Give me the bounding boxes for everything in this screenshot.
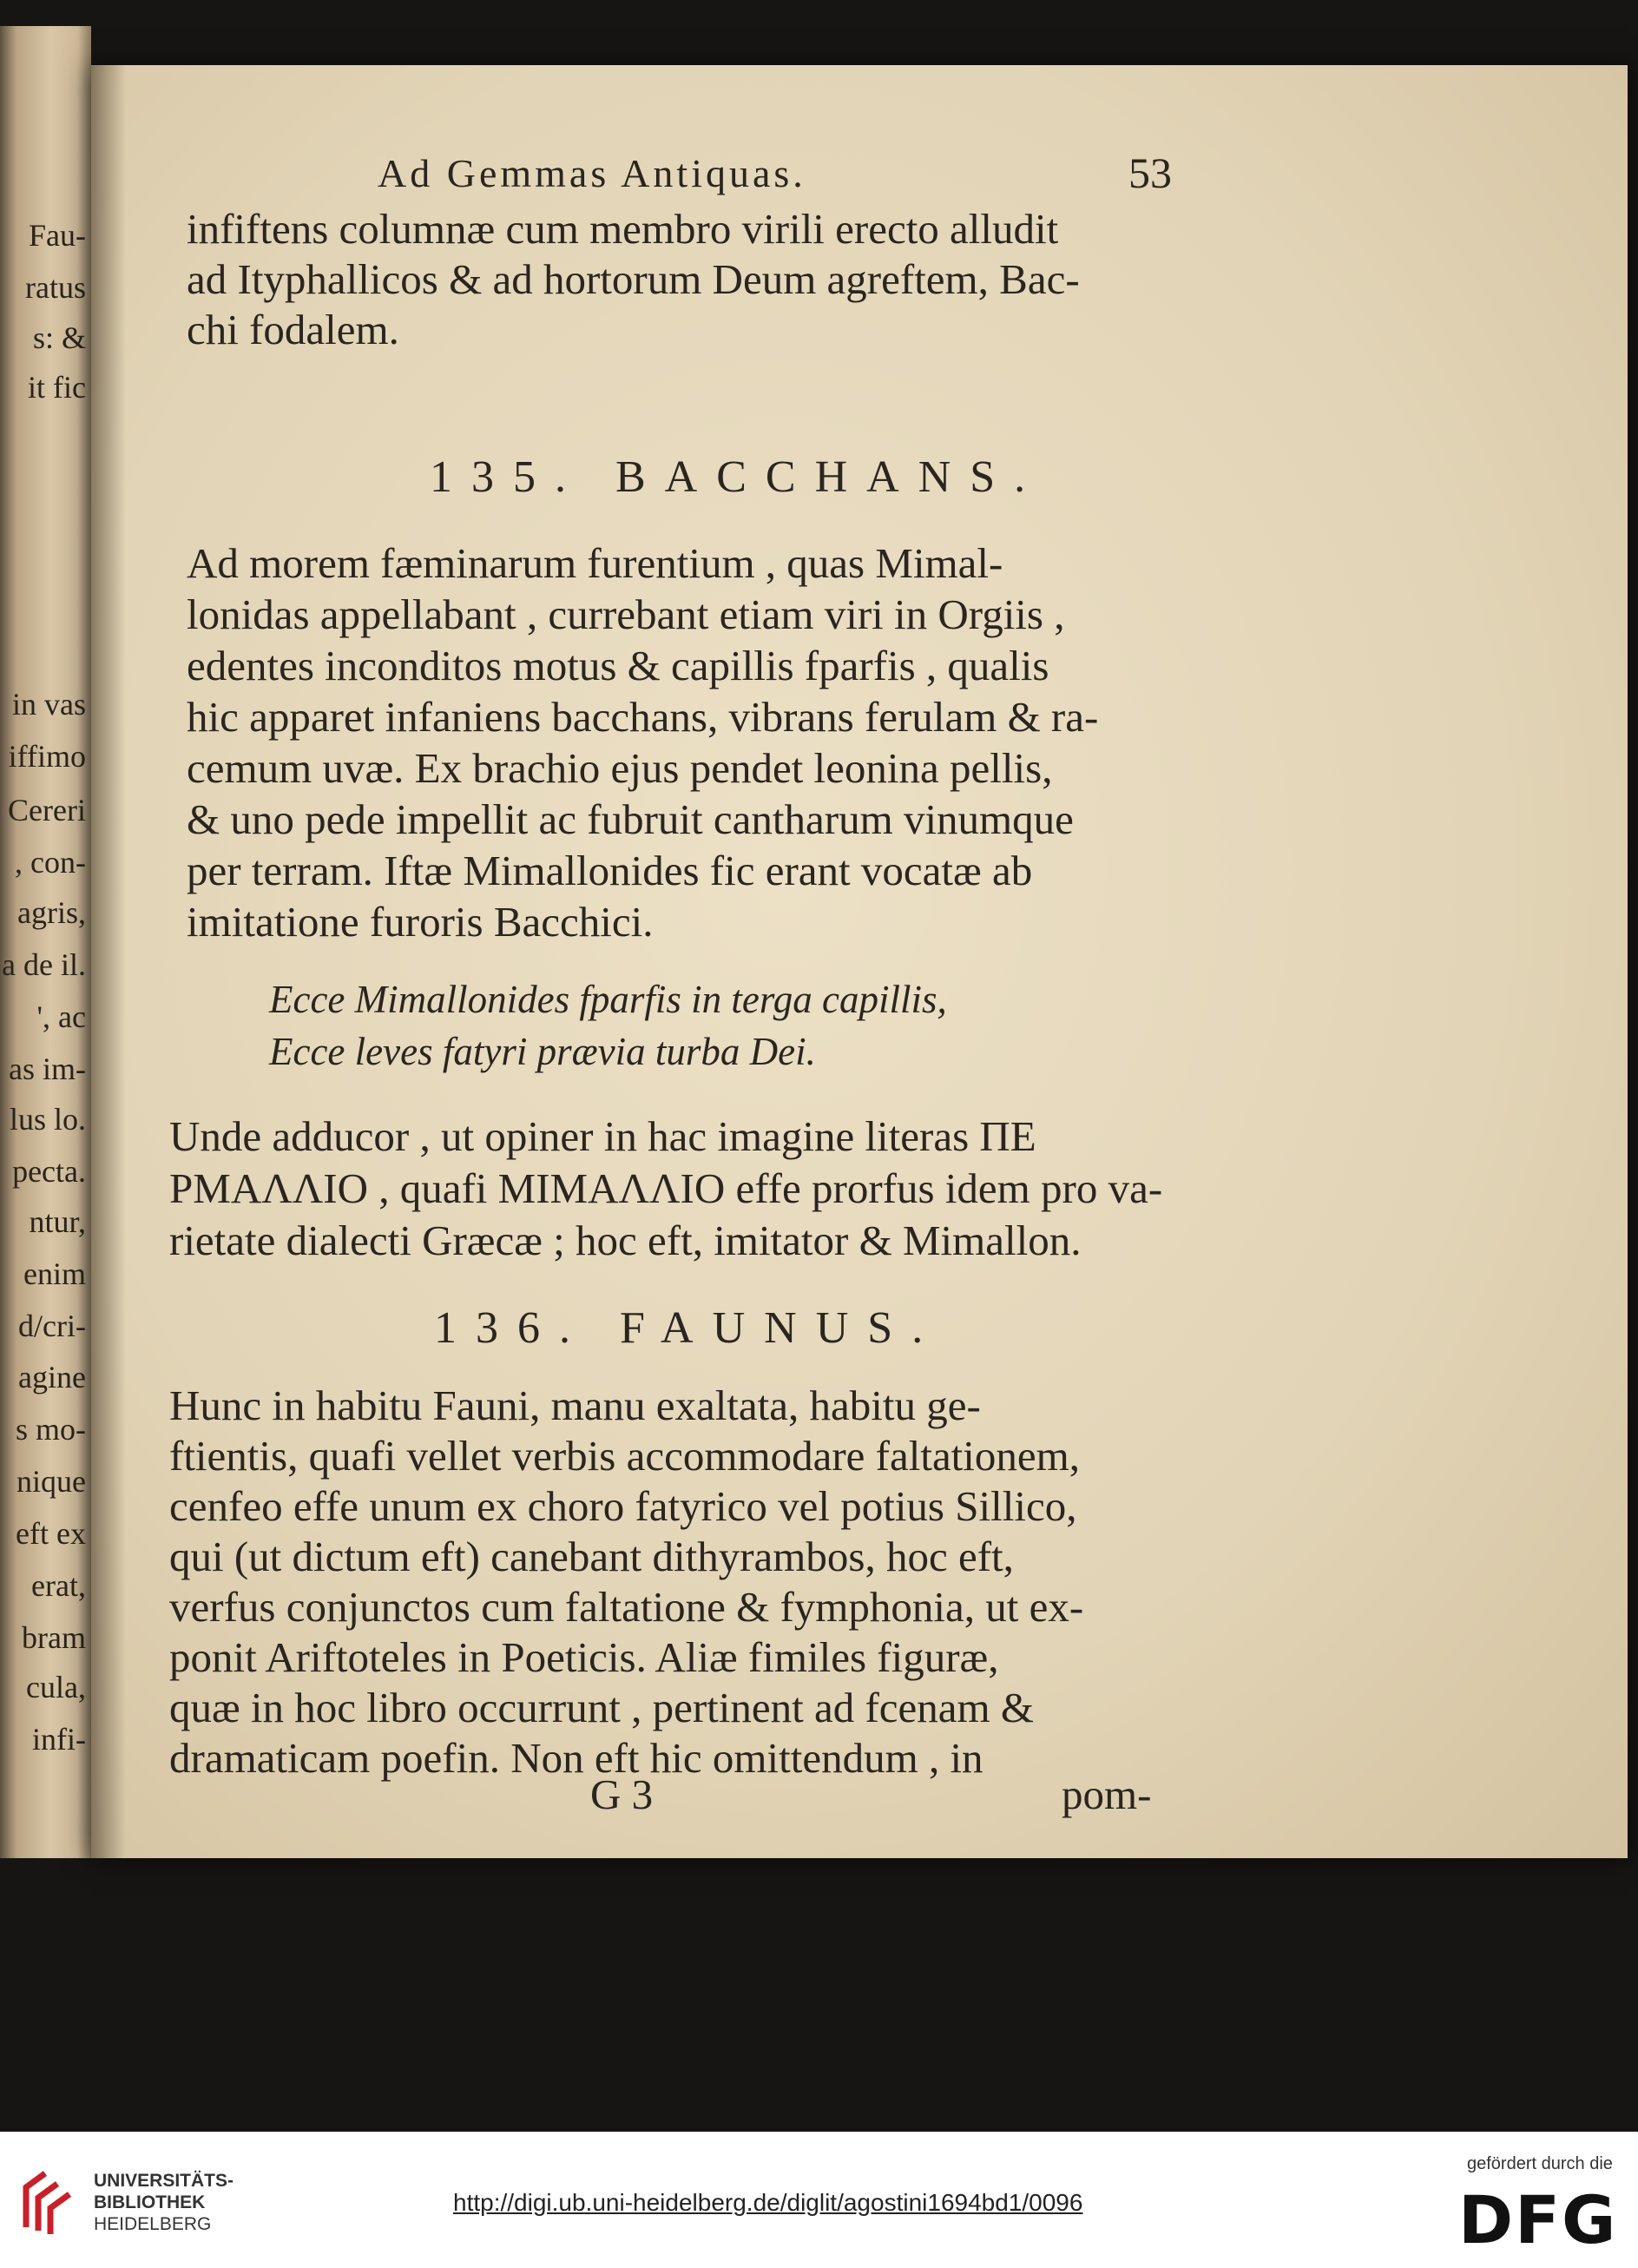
facing-page-fragment-22: erat, [31, 1568, 86, 1603]
funding-text: gefördert durch die [1467, 2154, 1613, 2173]
facing-page-fragment-5: in vas [12, 687, 86, 722]
opening-line-2: ad Ityphallicos & ad hortorum Deum agreftem, Bac- [187, 255, 1080, 303]
section-136-line-7: quæ in hoc libro occurrunt , pertinent ad fcenam & [169, 1684, 1035, 1731]
section-135-line-7: per terram. Iftæ Mimallonides fic erant vocatæ ab [187, 847, 1033, 894]
library-name-line-1: UNIVERSITÄTS- [94, 2171, 234, 2191]
facing-page-fragment-14: pecta. [12, 1154, 86, 1189]
catchword: pom- [1062, 1770, 1152, 1818]
facing-page-fragment-8: , con- [15, 845, 86, 880]
book-page [91, 65, 1628, 1858]
facing-page-fragment-7: Cereri [8, 793, 86, 827]
verse-line-1: Ecce Mimallonides fparfis in terga capillis, [269, 978, 947, 1021]
facing-page-fragment-25: infi- [32, 1722, 86, 1757]
running-head: Ad Gemmas Antiquas. [378, 151, 806, 195]
facing-page-fragment-4: it fic [28, 370, 86, 405]
facing-page-fragment-6: iffimo [8, 739, 86, 774]
opening-line-1: infiftens columnæ cum membro virili erecto alludit [187, 205, 1059, 253]
section-135-line-5: cemum uvæ. Ex brachio ejus pendet leonina pellis, [187, 744, 1053, 792]
section-135-line-4: hic apparet infaniens bacchans, vibrans ferulam & ra- [187, 693, 1099, 741]
facing-page-fragment-15: ntur, [29, 1204, 86, 1239]
closing-line-3: rietate dialecti Græcæ ; hoc eft, imitator & Mimallon. [169, 1216, 1082, 1264]
section-136-line-8: dramaticam poefin. Non eft hic omittendum , in [169, 1734, 983, 1782]
closing-line-1: Unde adducor , ut opiner in hac imagine literas ΠΕ [169, 1112, 1036, 1160]
section-135-line-2: lonidas appellabant , currebant etiam viri in Orgiis , [187, 590, 1065, 638]
facing-page-fragment-18: agine [18, 1360, 86, 1394]
verse-line-2: Ecce leves fatyri prævia turba Dei. [269, 1030, 816, 1073]
facing-page-fragment-16: enim [23, 1256, 86, 1291]
facing-page-fragment-12: as im- [9, 1052, 86, 1086]
section-heading-135: 135. BACCHANS. [430, 452, 1045, 502]
facing-page-edge [0, 26, 91, 1858]
university-library-name [94, 2170, 234, 2235]
dfg-logo: DFG [1458, 2181, 1618, 2258]
section-135-line-1: Ad morem fæminarum furentium , quas Mimal- [187, 539, 1003, 587]
facing-page-fragment-24: cula, [26, 1670, 86, 1704]
facing-page-fragment-17: d/cri- [18, 1309, 86, 1343]
facing-page-fragment-21: eft ex [16, 1516, 86, 1551]
university-library-logo-icon [19, 2166, 82, 2236]
facing-page-fragment-2: ratus [25, 270, 86, 305]
section-135-line-3: edentes inconditos motus & capillis fparfis , qualis [187, 642, 1049, 689]
opening-line-3: chi fodalem. [187, 306, 399, 353]
section-136-line-2: ftientis, quafi vellet verbis accommodare faltationem, [169, 1432, 1081, 1480]
facing-page-fragment-13: lus lo. [9, 1102, 86, 1137]
section-136-line-4: qui (ut dictum eft) canebant dithyrambos, hoc eft, [169, 1533, 1014, 1580]
digital-collection-link[interactable]: http://digi.ub.uni-heidelberg.de/diglit/agostini1694bd1/0096 [453, 2189, 1083, 2216]
facing-page-fragment-1: Fau- [29, 218, 86, 253]
facing-page-fragment-23: bram [22, 1620, 86, 1655]
facing-page-fragment-20: nique [16, 1464, 86, 1499]
closing-line-2: ΡΜΑΛΛΙΟ , quafi ΜΙΜΑΛΛΙΟ effe prorfus idem pro va- [169, 1164, 1163, 1212]
section-135-line-8: imitatione furoris Bacchici. [187, 898, 654, 946]
section-136-line-5: verfus conjunctos cum faltatione & fymphonia, ut ex- [169, 1583, 1084, 1631]
facing-page-fragment-10: a de il. [2, 947, 86, 982]
section-136-line-3: cenfeo effe unum ex choro fatyrico vel potius Sillico, [169, 1482, 1077, 1530]
facing-page-fragment-3: s: & [32, 320, 86, 355]
section-heading-136: 136. FAUNUS. [434, 1303, 943, 1353]
section-136-line-6: ponit Ariftoteles in Poeticis. Aliæ fimiles figuræ, [169, 1633, 999, 1681]
library-name-line-3: HEIDELBERG [94, 2214, 212, 2234]
footer-bar [0, 2132, 1638, 2268]
section-135-line-6: & uno pede impellit ac fubruit cantharum vinumque [187, 795, 1074, 843]
facing-page-fragment-9: agris, [17, 895, 86, 930]
signature-mark: G 3 [590, 1770, 654, 1818]
facing-page-fragment-11: ', ac [36, 999, 86, 1034]
library-name-line-2: BIBLIOTHEK [94, 2192, 206, 2212]
page-number: 53 [1128, 148, 1172, 197]
facing-page-fragment-19: s mo- [16, 1412, 86, 1447]
section-136-line-1: Hunc in habitu Fauni, manu exaltata, habitu ge- [169, 1381, 981, 1429]
